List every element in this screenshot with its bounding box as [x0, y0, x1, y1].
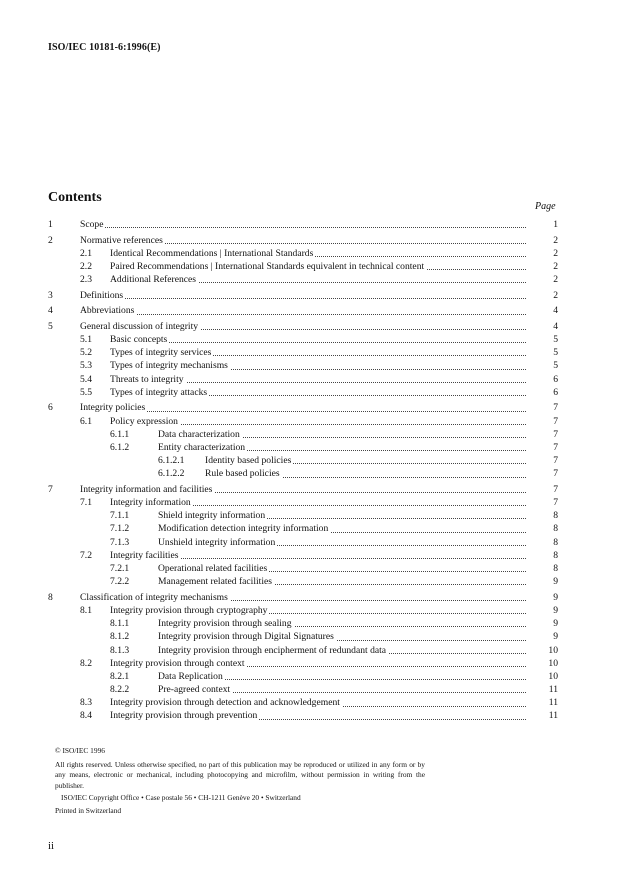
toc-entry-number: 2.3 [80, 274, 92, 286]
toc-entry-page: 8 [553, 523, 558, 535]
toc-entry-page: 8 [553, 563, 558, 575]
toc-entry[interactable] [48, 670, 558, 683]
toc-entry-leader [158, 536, 526, 549]
toc-entry[interactable] [48, 644, 558, 657]
toc-entry-leader [80, 401, 526, 414]
toc-entry[interactable] [48, 373, 558, 386]
toc-entry-leader [158, 644, 526, 657]
toc-entry-leader [158, 630, 526, 643]
toc-entry-page: 4 [553, 320, 558, 332]
toc-entry-leader [110, 273, 526, 286]
toc-entry-title: Entity characterization [158, 441, 246, 453]
toc-entry-number: 7.1 [80, 497, 92, 509]
toc-entry-title: Identical Recommendations | International Standards [110, 247, 314, 259]
copyright-notice: © ISO/IEC 1996 [55, 746, 105, 755]
toc-entry-page: 7 [553, 468, 558, 480]
toc-entry-number: 6.1.2.1 [158, 455, 185, 467]
toc-entry-page: 9 [553, 631, 558, 643]
toc-entry-page: 11 [548, 710, 558, 722]
toc-entry-leader [110, 696, 526, 709]
toc-entry-page: 6 [553, 386, 558, 398]
toc-entry-page: 7 [553, 402, 558, 414]
toc-entry-page: 2 [553, 247, 558, 259]
toc-entry-page: 2 [553, 289, 558, 301]
toc-entry-leader [158, 562, 526, 575]
toc-entry-number: 8.2 [80, 657, 92, 669]
toc-entry[interactable] [48, 428, 558, 441]
toc-entry-leader [110, 260, 526, 273]
toc-entry-page: 8 [553, 510, 558, 522]
toc-entry-page: 5 [553, 360, 558, 372]
toc-entry[interactable] [48, 260, 558, 273]
toc-entry[interactable] [48, 234, 558, 247]
toc-entry-title: Identity based policies [205, 455, 292, 467]
toc-entry[interactable] [48, 657, 558, 670]
toc-entry-page: 10 [548, 644, 558, 656]
toc-entry-title: Types of integrity mechanisms [110, 360, 228, 372]
toc-entry-number: 8.3 [80, 697, 92, 709]
toc-entry[interactable] [48, 630, 558, 643]
toc-entry-page: 8 [553, 549, 558, 561]
toc-entry-number: 5.3 [80, 360, 92, 372]
toc-entry-page: 2 [553, 274, 558, 286]
toc-entry-number: 6 [48, 402, 53, 414]
toc-entry-title: Pre-agreed context [158, 684, 231, 696]
toc-entry-page: 7 [553, 455, 558, 467]
toc-entry[interactable] [48, 401, 558, 414]
toc-entry-number: 2 [48, 234, 53, 246]
toc-entry-title: Types of integrity attacks [110, 386, 208, 398]
toc-entry-page: 2 [553, 260, 558, 272]
toc-entry-title: Policy expression [110, 415, 178, 427]
toc-entry-leader [110, 657, 526, 670]
toc-entry-number: 6.1.1 [110, 428, 130, 440]
toc-entry-page: 7 [553, 497, 558, 509]
toc-entry-number: 6.1.2 [110, 441, 130, 453]
toc-entry[interactable] [48, 683, 558, 696]
toc-entry-leader [80, 289, 526, 302]
toc-entry-leader [110, 549, 526, 562]
toc-entry-leader [110, 604, 526, 617]
toc-entry[interactable] [48, 617, 558, 630]
printed-in: Printed in Switzerland [55, 806, 122, 816]
toc-entry-leader [110, 359, 526, 372]
toc-entry-leader [110, 415, 526, 428]
toc-entry-leader [158, 441, 526, 454]
toc-entry-leader [80, 304, 526, 317]
toc-entry[interactable] [48, 273, 558, 286]
toc-entry[interactable] [48, 441, 558, 454]
toc-entry[interactable] [48, 496, 558, 509]
toc-entry-title: Integrity provision through encipherment of redundant data [158, 644, 387, 656]
toc-entry[interactable] [48, 591, 558, 604]
toc-entry-number: 8.2.2 [110, 684, 130, 696]
toc-entry-title: Types of integrity services [110, 347, 212, 359]
toc-entry-number: 2.1 [80, 247, 92, 259]
toc-entry-number: 7.1.1 [110, 510, 130, 522]
toc-entry-number: 2.2 [80, 260, 92, 272]
toc-entry-number: 4 [48, 305, 53, 317]
toc-entry-number: 8 [48, 591, 53, 603]
toc-entry-title: Management related facilities [158, 576, 273, 588]
toc-entry-title: Integrity information and facilities [80, 483, 213, 495]
toc-entry-title: Basic concepts [110, 334, 168, 346]
toc-entry-number: 5.4 [80, 373, 92, 385]
toc-entry-title: Normative references [80, 234, 163, 246]
toc-entry-title: Integrity provision through Digital Signatures [158, 631, 334, 643]
toc-entry-leader [158, 670, 526, 683]
toc-entry-leader [110, 386, 526, 399]
toc-entry-title: Rule based policies [205, 468, 280, 480]
toc-entry[interactable] [48, 467, 558, 480]
toc-entry-title: Integrity provision through prevention [110, 710, 258, 722]
toc-entry-title: Threats to integrity [110, 373, 184, 385]
toc-entry-title: Classification of integrity mechanisms [80, 591, 228, 603]
toc-entry-page: 9 [553, 576, 558, 588]
toc-entry-leader [110, 333, 526, 346]
toc-entry-leader [110, 496, 526, 509]
toc-entry[interactable] [48, 320, 558, 333]
toc-entry-leader [110, 709, 526, 722]
toc-entry-page: 5 [553, 347, 558, 359]
toc-entry-leader [158, 428, 526, 441]
toc-entry-leader [158, 509, 526, 522]
toc-entry-number: 7.1.3 [110, 536, 130, 548]
toc-entry[interactable] [48, 522, 558, 535]
toc-entry-title: Integrity information [110, 497, 191, 509]
toc-entry-title: Integrity policies [80, 402, 146, 414]
toc-entry-title: Integrity provision through sealing [158, 618, 292, 630]
toc-entry-title: Definitions [80, 289, 124, 301]
toc-entry-page: 8 [553, 536, 558, 548]
toc-entry-leader [80, 234, 526, 247]
toc-entry[interactable] [48, 289, 558, 302]
toc-entry[interactable] [48, 415, 558, 428]
toc-entry-leader [158, 683, 526, 696]
page-number: ii [48, 840, 55, 852]
toc-entry[interactable] [48, 549, 558, 562]
toc-entry[interactable] [48, 509, 558, 522]
toc-entry[interactable] [48, 247, 558, 260]
toc-entry-leader [158, 617, 526, 630]
toc-entry-leader [80, 483, 526, 496]
toc-entry-title: Integrity facilities [110, 549, 179, 561]
toc-entry-number: 8.4 [80, 710, 92, 722]
toc-entry[interactable] [48, 575, 558, 588]
toc-entry-page: 7 [553, 483, 558, 495]
toc-entry-page: 2 [553, 234, 558, 246]
toc-entry-page: 6 [553, 373, 558, 385]
toc-entry-page: 7 [553, 428, 558, 440]
toc-entry-leader [205, 467, 526, 480]
toc-entry-number: 8.2.1 [110, 670, 130, 682]
copyright-block [55, 746, 425, 816]
toc-entry-number: 7.2 [80, 549, 92, 561]
toc-entry-leader [110, 247, 526, 260]
toc-entry-leader [110, 346, 526, 359]
toc-entry[interactable] [48, 333, 558, 346]
toc-entry[interactable] [48, 604, 558, 617]
toc-entry-leader [158, 575, 526, 588]
toc-entry[interactable] [48, 454, 558, 467]
toc-entry[interactable] [48, 304, 558, 317]
toc-entry-title: Integrity provision through detection and acknowledgement [110, 697, 340, 709]
toc-entry-title: Abbreviations [80, 305, 135, 317]
toc-entry-title: Operational related facilities [158, 563, 268, 575]
toc-entry-number: 8.1.2 [110, 631, 130, 643]
toc-entry-page: 11 [548, 697, 558, 709]
toc-entry-title: Scope [80, 219, 104, 230]
toc-entry[interactable] [48, 536, 558, 549]
toc-entry-leader [80, 218, 526, 231]
toc-entry-page: 9 [553, 618, 558, 630]
toc-entry-number: 1 [48, 219, 53, 230]
toc-entry-number: 8.1 [80, 604, 92, 616]
toc-entry-title: Additional References [110, 274, 197, 286]
toc-entry-page: 9 [553, 604, 558, 616]
toc-entry[interactable] [48, 386, 558, 399]
toc-entry-number: 7.1.2 [110, 523, 130, 535]
rights-statement: All rights reserved. Unless otherwise specified, no part of this publication may be reproduced or utilized in any form or by any means, electronic or mechanical, including photocopying and microfilm, without permission in writing from the publisher. [55, 760, 425, 790]
toc-entry[interactable] [48, 562, 558, 575]
toc-entry[interactable] [48, 346, 558, 359]
toc-entry-page: 10 [548, 670, 558, 682]
page-column-label: Page [535, 201, 556, 212]
contents-title: Contents [48, 190, 102, 205]
toc-entry[interactable] [48, 709, 558, 722]
toc-entry-number: 6.1 [80, 415, 92, 427]
toc-entry-leader [80, 591, 526, 604]
toc-entry-leader [110, 373, 526, 386]
toc-entry-number: 5 [48, 320, 53, 332]
toc-entry-title: General discussion of integrity [80, 320, 199, 332]
toc-entry-leader [205, 454, 526, 467]
toc-entry-number: 7 [48, 483, 53, 495]
toc-entry-number: 5.5 [80, 386, 92, 398]
toc-entry-title: Unshield integrity information [158, 536, 276, 548]
toc-entry-page: 7 [553, 441, 558, 453]
toc-entry-title: Shield integrity information [158, 510, 266, 522]
toc-entry-page: 5 [553, 334, 558, 346]
toc-entry-title: Data Replication [158, 670, 223, 682]
toc-entry-page: 9 [553, 591, 558, 603]
toc-entry-page: 4 [553, 305, 558, 317]
toc-entry[interactable] [48, 696, 558, 709]
toc-entry-number: 7.2.2 [110, 576, 130, 588]
toc-entry[interactable] [48, 483, 558, 496]
toc-entry[interactable] [48, 218, 558, 231]
toc-entry-title: Modification detection integrity information [158, 523, 329, 535]
toc-entry-number: 5.1 [80, 334, 92, 346]
toc-entry-leader [80, 320, 526, 333]
toc-entry-page: 11 [548, 684, 558, 696]
toc-entry-page: 1 [553, 219, 558, 230]
toc-entry-title: Integrity provision through cryptography [110, 604, 268, 616]
toc-entry[interactable] [48, 359, 558, 372]
toc-entry-page: 10 [548, 657, 558, 669]
toc-entry-leader [158, 522, 526, 535]
toc-entry-number: 8.1.1 [110, 618, 130, 630]
toc-entry-title: Integrity provision through context [110, 657, 245, 669]
table-of-contents [48, 218, 558, 723]
document-id: ISO/IEC 10181-6:1996(E) [48, 42, 161, 53]
toc-entry-title: Data characterization [158, 428, 240, 440]
toc-entry-number: 7.2.1 [110, 563, 130, 575]
toc-entry-number: 5.2 [80, 347, 92, 359]
toc-entry-number: 8.1.3 [110, 644, 130, 656]
toc-entry-page: 7 [553, 415, 558, 427]
toc-entry-number: 3 [48, 289, 53, 301]
toc-entry-title: Paired Recommendations | International Standards equivalent in technical content [110, 260, 425, 272]
copyright-office: ISO/IEC Copyright Office • Case postale 56 • CH-1211 Genève 20 • Switzerland [61, 792, 301, 802]
toc-entry-number: 6.1.2.2 [158, 468, 185, 480]
